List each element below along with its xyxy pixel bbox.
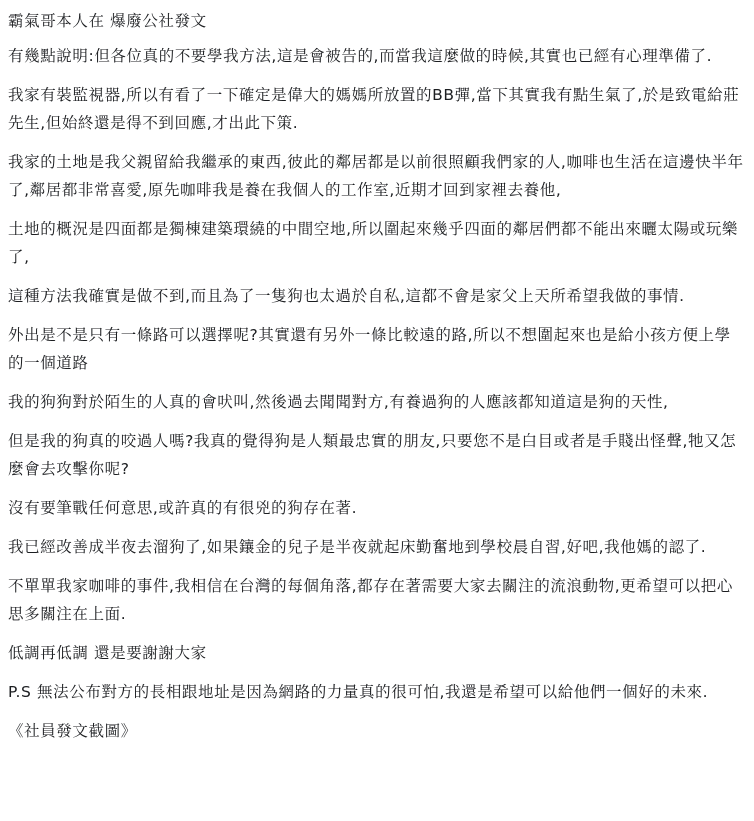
paragraph: 我家有裝監視器,所以有看了一下確定是偉大的媽媽所放置的BB彈,當下其實我有點生氣了,於是致電給莊先生,但始終還是得不到回應,才出此下策.	[8, 86, 740, 132]
paragraph: 土地的概況是四面都是獨棟建築環繞的中間空地,所以圍起來幾乎四面的鄰居們都不能出來曬太陽或玩樂了,	[8, 220, 739, 266]
paragraph: 這種方法我確實是做不到,而且為了一隻狗也太過於自私,這都不會是家父上天所希望我做的事情.	[8, 287, 685, 305]
paragraph: 我家的土地是我父親留給我繼承的東西,彼此的鄰居都是以前很照顧我們家的人,咖啡也生活在這邊快半年了,鄰居都非常喜愛,原先咖啡我是養在我個人的工作室,近期才回到家裡去養他,	[8, 153, 744, 199]
paragraph: P.S 無法公布對方的長相跟地址是因為網路的力量真的很可怕,我還是希望可以給他們一個好的未來.	[8, 683, 709, 701]
paragraph: 我的狗狗對於陌生的人真的會吠叫,然後過去聞聞對方,有養過狗的人應該都知道這是狗的天性,	[8, 393, 669, 411]
screenshot-caption: 《社員發文截圖》	[8, 722, 137, 740]
paragraph: 但是我的狗真的咬過人嗎?我真的覺得狗是人類最忠實的朋友,只要您不是白目或者是手賤出怪聲,牠又怎麼會去攻擊你呢?	[8, 432, 737, 478]
paragraph: 不單單我家咖啡的事件,我相信在台灣的每個角落,都存在著需要大家去關注的流浪動物,更希望可以把心思多關注在上面.	[8, 577, 733, 623]
paragraph: 我已經改善成半夜去溜狗了,如果鑲金的兒子是半夜就起床勤奮地到學校晨自習,好吧,我他媽的認了.	[8, 538, 707, 556]
paragraph: 低調再低調 還是要謝謝大家	[8, 644, 207, 662]
paragraph: 沒有要筆戰任何意思,或許真的有很兇的狗存在著.	[8, 499, 358, 517]
paragraph: 外出是不是只有一條路可以選擇呢?其實還有另外一條比較遠的路,所以不想圍起來也是給小孩方便上學的一個道路	[8, 326, 731, 372]
paragraph: 有幾點說明:但各位真的不要學我方法,這是會被告的,而當我這麼做的時候,其實也已經有心理準備了.	[8, 47, 713, 65]
post-header: 霸氣哥本人在 爆廢公社發文	[8, 12, 207, 30]
